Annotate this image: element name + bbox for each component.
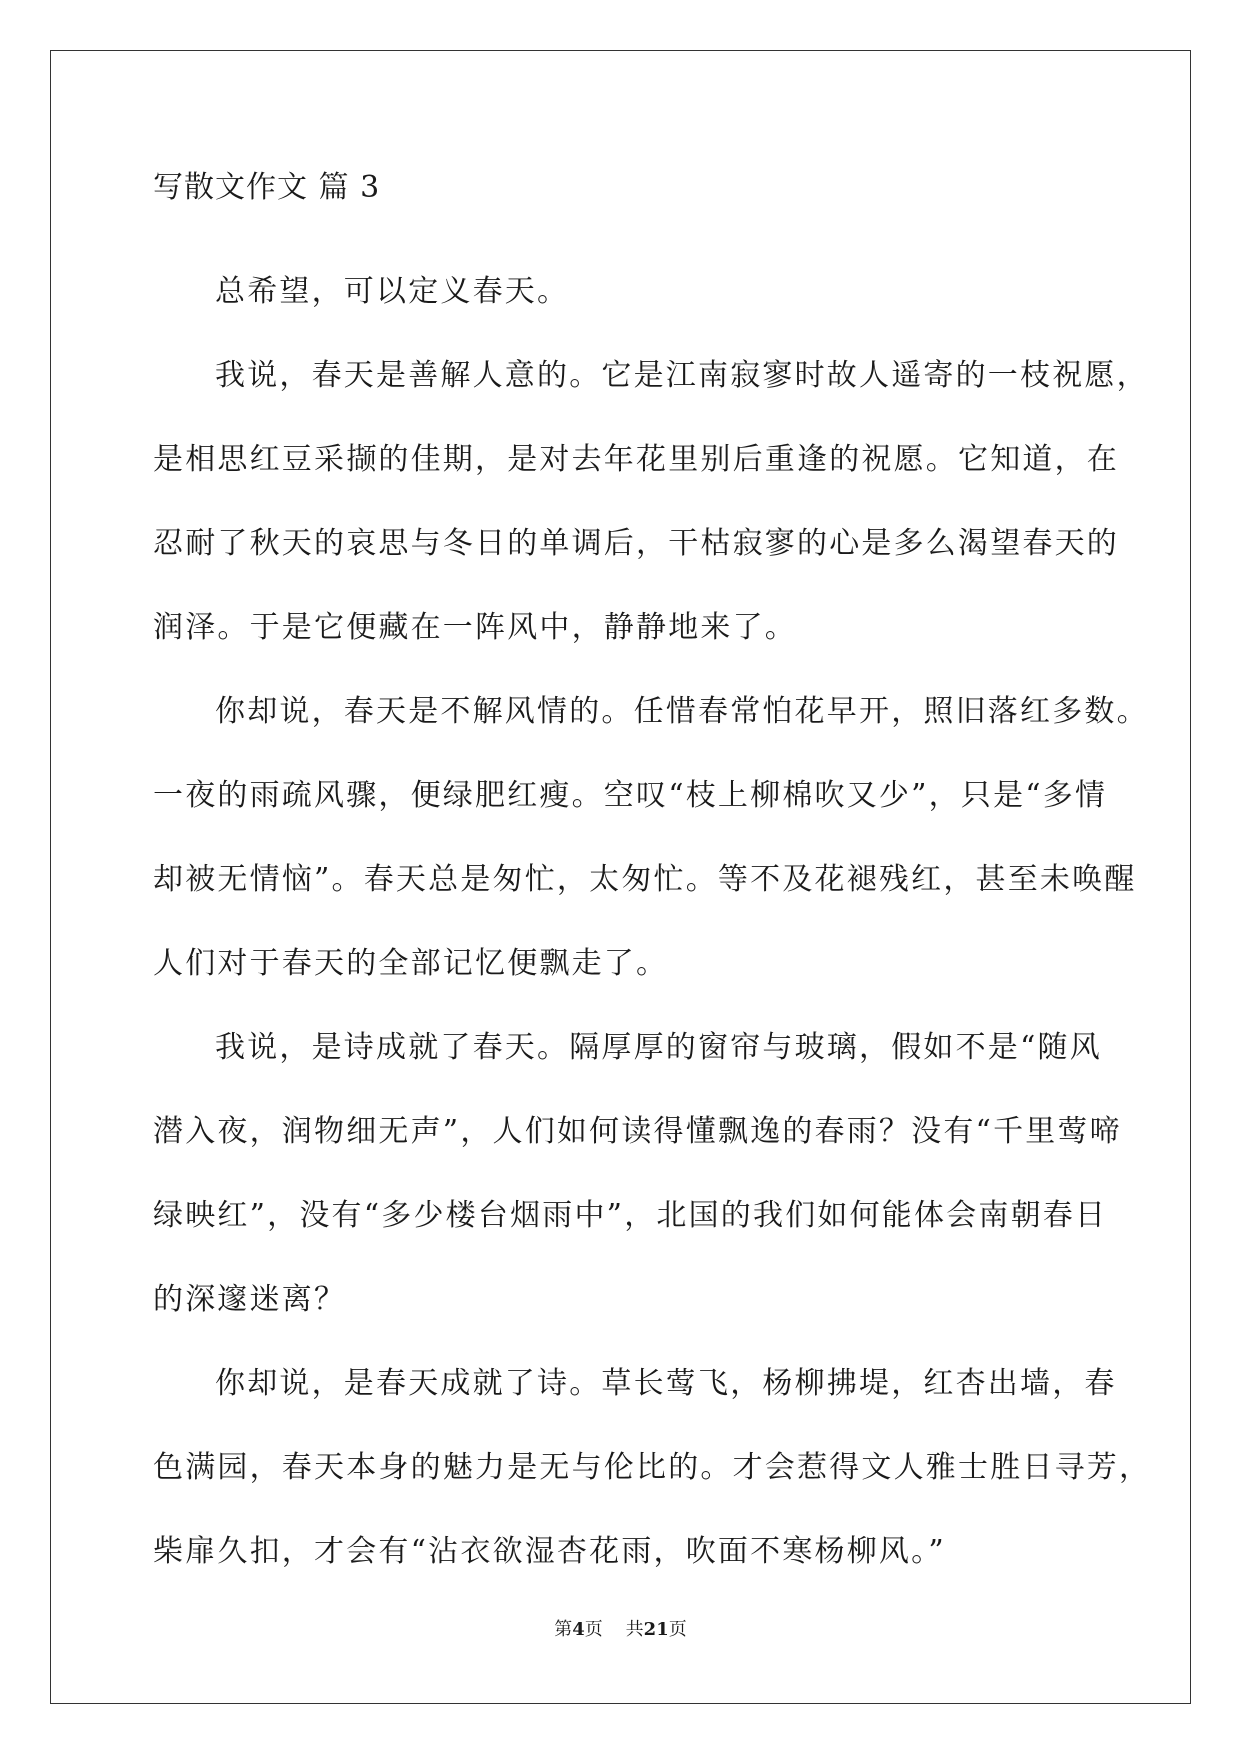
paragraph-line: 你却说，春天是不解风情的。任惜春常怕花早开，照旧落红多数。 — [215, 694, 1149, 729]
footer-total-suffix: 页 — [668, 1619, 687, 1640]
paragraph-line: 柴扉久扣，才会有“沾衣欲湿杏花雨，吹面不寒杨柳风。” — [153, 1534, 946, 1569]
paragraph-3 — [153, 670, 1149, 1006]
page-footer — [0, 1618, 1241, 1642]
section-heading: 写散文作文 篇 3 — [153, 170, 381, 205]
paragraph-line: 润泽。于是它便藏在一阵风中，静静地来了。 — [153, 610, 797, 645]
footer-total-prefix: 共 — [625, 1619, 644, 1640]
paragraph-line: 色满园，春天本身的魅力是无与伦比的。才会惹得文人雅士胜日寻芳， — [153, 1450, 1152, 1485]
footer-total-pages: 21 — [643, 1619, 669, 1640]
paragraph-1 — [153, 250, 1093, 334]
paragraph-line: 我说，春天是善解人意的。它是江南寂寥时故人遥寄的一枝祝愿， — [215, 358, 1149, 393]
paragraph-5 — [153, 1342, 1152, 1594]
paragraph-line: 忍耐了秋天的哀思与冬日的单调后，干枯寂寥的心是多么渴望春天的 — [153, 526, 1119, 561]
paragraph-line: 绿映红”，没有“多少楼台烟雨中”，北国的我们如何能体会南朝春日 — [153, 1198, 1108, 1233]
paragraph-line: 潜入夜，润物细无声”，人们如何读得懂飘逸的春雨？没有“千里莺啼 — [153, 1114, 1122, 1149]
paragraph-line: 一夜的雨疏风骤，便绿肥红瘦。空叹“枝上柳棉吹又少”，只是“多情 — [153, 778, 1108, 813]
footer-page-number: 4 — [572, 1619, 585, 1640]
paragraph-line: 的深邃迷离？ — [153, 1282, 347, 1317]
paragraph-line: 你却说，是春天成就了诗。草长莺飞，杨柳拂堤，红杏出墙，春 — [215, 1366, 1117, 1401]
paragraph-line: 却被无情恼”。春天总是匆忙，太匆忙。等不及花褪残红，甚至未唤醒 — [153, 862, 1137, 897]
paragraph-line: 是相思红豆采撷的佳期，是对去年花里别后重逢的祝愿。它知道，在 — [153, 442, 1119, 477]
paragraph-line: 人们对于春天的全部记忆便飘走了。 — [153, 946, 669, 981]
paragraph-line: 总希望，可以定义春天。 — [215, 274, 570, 309]
document-body — [153, 166, 1152, 1594]
paragraph-2 — [153, 334, 1149, 670]
paragraph-line: 我说，是诗成就了春天。隔厚厚的窗帘与玻璃，假如不是“随风 — [215, 1030, 1102, 1065]
footer-prefix: 第 — [554, 1619, 573, 1640]
footer-page-suffix: 页 — [584, 1619, 603, 1640]
paragraph-4 — [153, 1006, 1122, 1342]
